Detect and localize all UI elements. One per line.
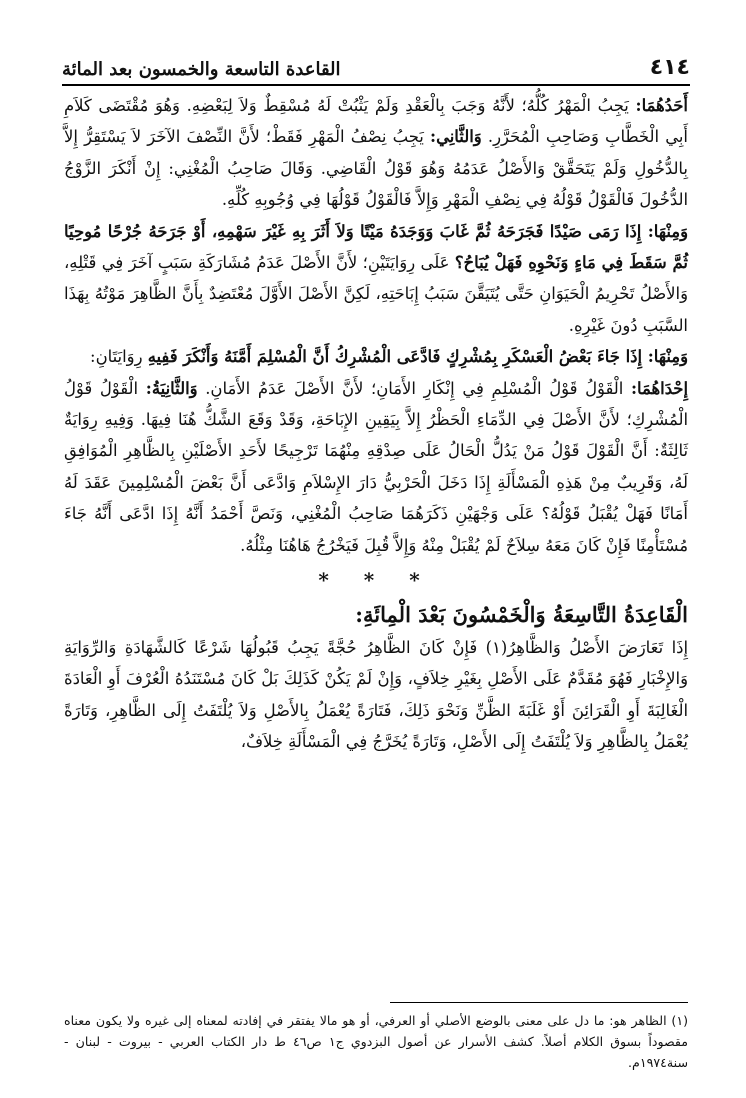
footnote-rule xyxy=(390,1002,688,1003)
running-title: القاعدة التاسعة والخمسون بعد المائة xyxy=(62,59,341,80)
paragraph-3-text: رِوَايَتَانِ: xyxy=(90,347,148,367)
paragraph-1-text: يَجِبُ الْمَهْرُ كُلُّهُ؛ لأَنَّهُ وَجَبَ بِالْعَقْدِ وَلَمْ يَثْبُتْ لَهُ مُسْقِطٌ وَلاَ لِبَعْضِهِ. وَهُوَ مُقْتَضَى كَلاَمِ أَبِي الْخَطَّابِ وَصَاحِبِ الْمُحَرَّرِ. xyxy=(64,96,688,147)
section-separator: * * * xyxy=(318,568,434,593)
paragraph-4-text: الْقَوْلُ قَوْلُ الْمُسْلِمِ فِي إِنْكَارِ الأَمَانِ؛ لأَنَّ الأَصْلَ عَدَمُ الأَمَانِ. xyxy=(197,378,631,398)
paragraph-1-lead: أَحَدُهُمَا: xyxy=(635,96,688,115)
footnote-text: (١) الظاهر هو: ما دل على معنى بالوضع الأصلي أو العرفي، أو هو مالا يفتقر في إفادته لمعناه إلى غيره ولا يكون معناه مقصوداً بسوق الكلام أصلاً. كشف الأسرار عن أصول البزدوي ج١ ص٤٦ ط دار الكتاب العربي - بيروت - لبنان - سنة١٩٧٤م. xyxy=(64,1013,688,1070)
paragraph-4-text2: الْقَوْلُ قَوْلُ الْمُشْرِكِ؛ لأَنَّ الأَصْلَ فِي الدِّمَاءِ الْحَظْرُ إِلاَّ بِيَقِينِ الإِبَاحَةِ، وَقَدْ وَقَعَ الشَّكُّ هُنَا فِيهَا. وَفِيهِ رِوَايَةٌ ثَالِثَةٌ: أَنَّ الْقَوْلَ قَوْلُ مَنْ يَدُلُّ الْحَالُ عَلَى صِدْقِهِ مِنْهُمَا تَرْجِيحًا لأَحَدِ الأَصْلَيْنِ بِالظَّاهِرِ الْمُوَافِقِ لَهُ، وَقَرِيبٌ مِنْ هَذِهِ الْمَسْأَلَةِ إِذَا دَخَلَ الْحَرْبِيُّ دَارَ الإِسْلاَمِ وَادَّعَى أَنَّ بَعْضَ الْمُسْلِمِينَ عَقَدَ لَهُ أَمَانًا فَهَلْ يُقْبَلُ قَوْلُهُ؟ عَلَى وَجْهَيْنِ ذَكَرَهُمَا صَاحِبُ الْمُغْنِي، وَنَصَّ أَحْمَدُ أَنَّهُ إِذَا ادَّعَى أَنَّهُ جَاءَ مُسْتَأْمِنًا فَإِنْ كَانَ مَعَهُ سِلاَحٌ لَمْ يُقْبَلْ مِنْهُ وَإِلاَّ قُبِلَ فَيَخْرُجُ هَاهُنَا مِثْلُهُ. xyxy=(64,378,688,555)
paragraph-1-text2: يَجِبُ نِصْفُ الْمَهْرِ فَقَطْ؛ لأَنَّ النِّصْفَ الآخَرَ لاَ يَسْتَقِرُّ إِلاَّ بِالدُّخُولِ وَلَمْ يَتَحَقَّقْ وَالأَصْلُ عَدَمُهُ وَهُوَ قَوْلُ الْقَاضِي. وَقَالَ صَاحِبُ الْمُغْنِي: إِنْ أَنْكَرَ الزَّوْجُ الدُّخُولَ فَالْقَوْلُ قَوْلُهُ فِي نِصْفِ الْمَهْرِ وَإِلاَّ فَالْقَوْلُ قَوْلُهَا فِي وُجُوبِهِ كُلِّهِ. xyxy=(64,127,688,210)
page-number: ٤١٤ xyxy=(649,55,690,80)
paragraph-3 xyxy=(64,341,688,372)
footnote xyxy=(64,1010,688,1073)
paragraph-2-text: عَلَى رِوَايَتَيْنِ؛ لأَنَّ الأَصْلَ عَدَمُ مُشَارَكَةِ سَبَبٍ آخَرَ فِي قَتْلِهِ، وَالأَصْلُ تَحْرِيمُ الْحَيَوَانِ حَتَّى يُتَيَقَّنَ سَبَبُ إِبَاحَتِهِ، لَكِنَّ الأَصْلَ الأَوَّلَ مُعْتَضِدٌ بِأَنَّ الظَّاهِرَ مَوْتُهُ بِهَذَا السَّبَبِ دُونَ غَيْرِهِ. xyxy=(64,253,688,335)
header-rule xyxy=(62,84,690,86)
section-title: الْقَاعِدَةُ التَّاسِعَةُ وَالْخَمْسُونَ بَعْدَ الْمِائَةِ: xyxy=(355,601,688,627)
paragraph-3-lead: وَمِنْهَا: إِذَا جَاءَ بَعْضُ الْعَسْكَرِ بِمُشْرِكٍ فَادَّعَى الْمُشْرِكُ أَنَّ الْمُسْلِمَ أَمَّنَهُ وَأَنْكَرَ فَفِيهِ xyxy=(147,347,688,367)
paragraph-4-lead: إِحْدَاهُمَا: xyxy=(630,378,688,398)
page-body xyxy=(64,90,688,758)
paragraph-1-lead2: وَالثَّانِي: xyxy=(430,127,482,147)
paragraph-4-lead2: وَالثَّانِيَةُ: xyxy=(145,378,198,398)
section-paragraph: إِذَا تَعَارَضَ الأَصْلُ وَالظَّاهِرُ(١) فَإِنْ كَانَ الظَّاهِرُ حُجَّةً يَجِبُ قَبُولُهَا شَرْعًا كَالشَّهَادَةِ وَالرِّوَايَةِ وَالإِخْبَارِ فَهُوَ مُقَدَّمٌ عَلَى الأَصْلِ بِغَيْرِ خِلاَفٍ، وَإِنْ لَمْ يَكُنْ كَذَلِكَ بَلْ كَانَ مُسْتَنَدُهُ الْعُرْفَ أَوِ الْعَادَةَ الْغَالِبَةَ أَوِ الْقَرَائِنَ أَوْ غَلَبَةَ الظَّنِّ وَنَحْوَ ذَلِكَ، فَتَارَةً يُعْمَلُ بِالأَصْلِ وَلاَ يُلْتَفَتُ إِلَى الظَّاهِرِ، وَتَارَةً يُعْمَلُ بِالظَّاهِرِ وَلاَ يُلْتَفَتُ إِلَى الأَصْلِ، وَتَارَةً يُخَرَّجُ فِي الْمَسْأَلَةِ خِلاَفٌ، xyxy=(64,637,688,752)
paragraph-2-lead: وَمِنْهَا: إِذَا رَمَى صَيْدًا فَجَرَحَهُ ثُمَّ غَابَ وَوَجَدَهُ مَيْتًا وَلاَ أَثَرَ بِهِ غَيْرَ سَهْمِهِ، أَوْ جَرَحَهُ جُرْحًا مُوحِيًا ثُمَّ سَقَطَ فِي مَاءٍ وَنَحْوِهِ فَهَلْ يُبَاحُ؟ xyxy=(64,221,688,273)
page-header xyxy=(62,44,690,80)
paragraph-1 xyxy=(64,90,688,216)
paragraph-2 xyxy=(64,216,688,342)
paragraph-4 xyxy=(64,373,688,561)
